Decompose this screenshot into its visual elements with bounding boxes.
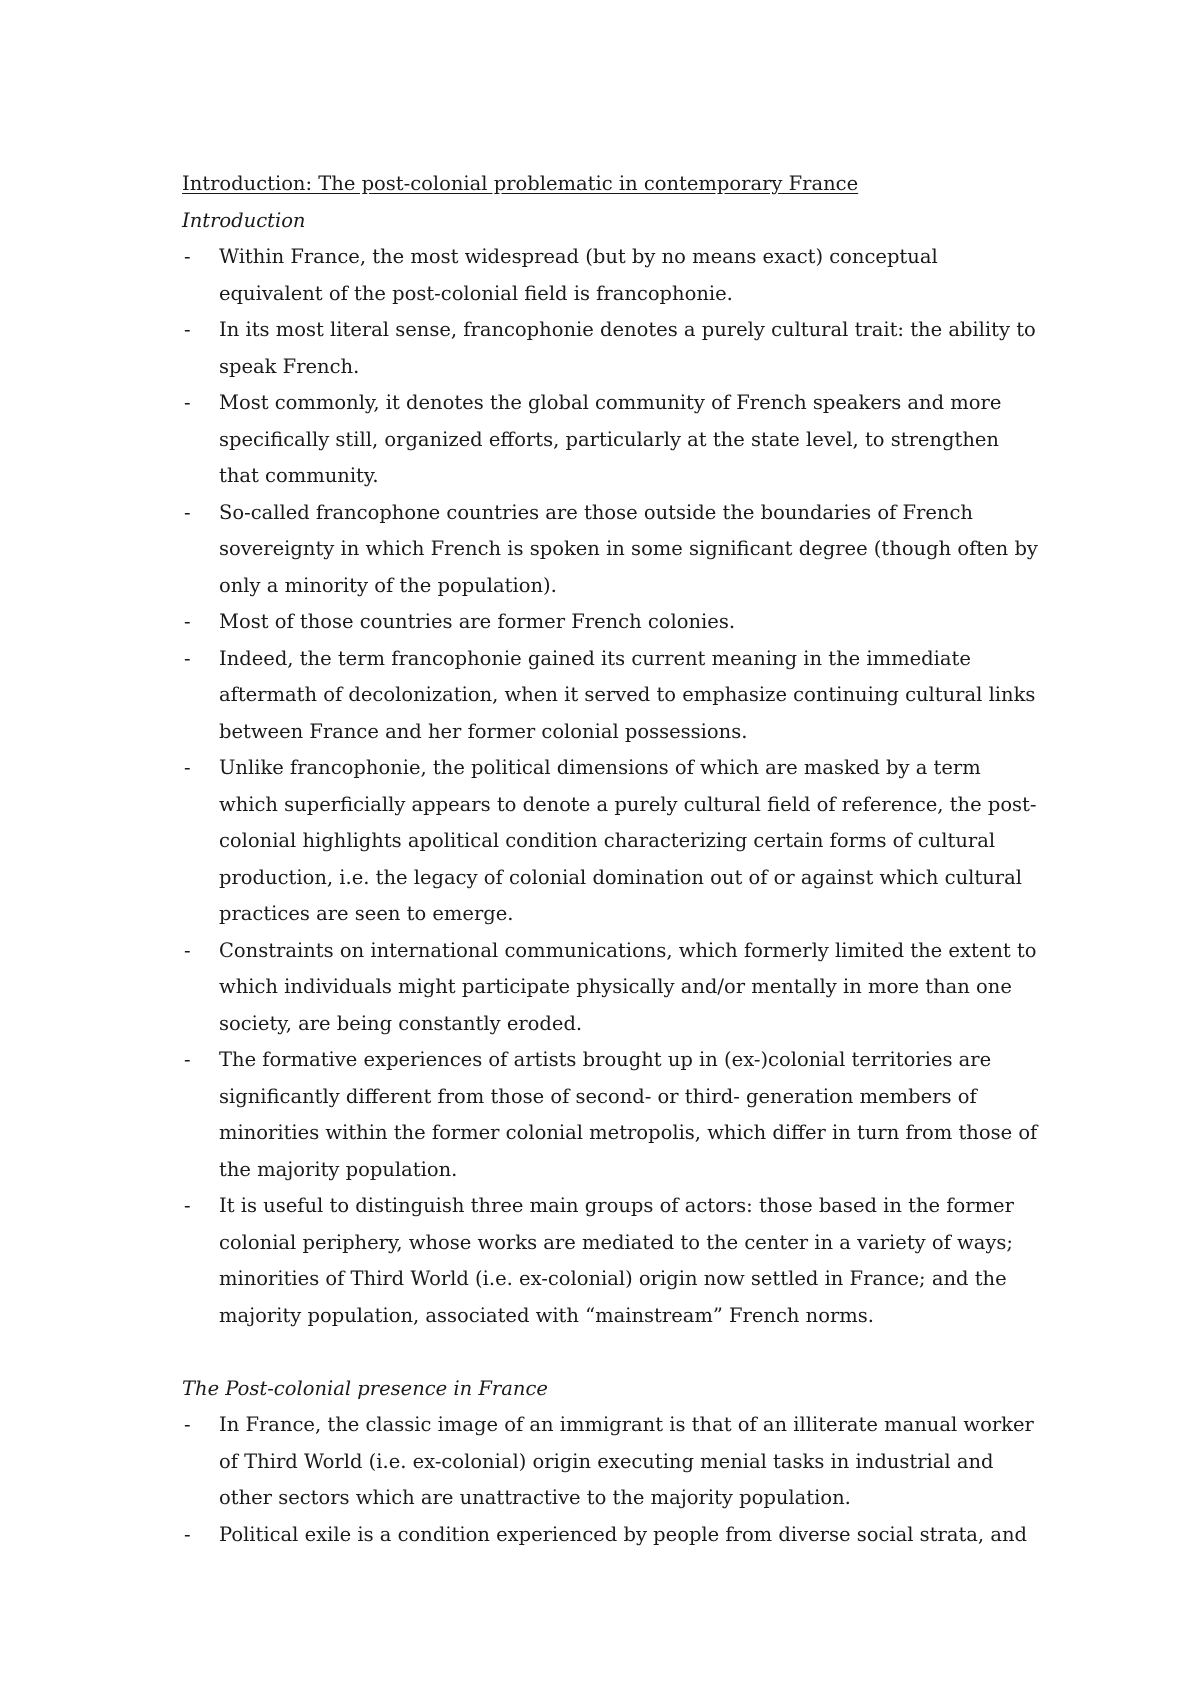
bullet-text: The formative experiences of artists brought up in (ex-)colonial territories are significantly different from those of second- or third- generation members of minorities within the former colonial metropolis, which differ in turn from those of the majority population. [219, 1048, 1038, 1181]
bullet-item [182, 1407, 1042, 1517]
bullet-dash: - [184, 318, 191, 341]
bullet-item [182, 239, 1042, 312]
bullet-item [182, 1517, 1042, 1554]
bullet-text: It is useful to distinguish three main groups of actors: those based in the former colonial periphery, whose works are mediated to the center in a variety of ways; minorities of Third World (i.e. ex-colonial) origin now settled in France; and the majority population, associated with “mainstream” French norms. [219, 1194, 1014, 1327]
bullet-item [182, 604, 1042, 641]
bullet-dash: - [184, 610, 191, 633]
bullet-text: Political exile is a condition experienced by people from diverse social strata, and [219, 1522, 1027, 1546]
bullet-item [182, 750, 1042, 933]
bullet-text: Most of those countries are former French colonies. [219, 610, 736, 633]
bullet-item [182, 641, 1042, 751]
bullet-item [182, 495, 1042, 605]
bullet-dash: - [184, 1048, 191, 1071]
bullet-dash: - [184, 756, 191, 779]
bullet-dash: - [184, 1522, 191, 1546]
section-heading: The Post-colonial presence in France [182, 1376, 548, 1400]
bullet-dash: - [184, 245, 191, 268]
bullet-text: Constraints on international communications, which formerly limited the extent to which individuals might participate physically and/or mentally in more than one society, are being constantly eroded. [219, 938, 1037, 1035]
bullet-item [182, 312, 1042, 385]
bullet-dash: - [184, 1413, 191, 1436]
bullet-item [182, 1188, 1042, 1334]
bullet-dash: - [184, 1194, 191, 1217]
bullet-dash: - [184, 646, 191, 670]
bullet-text: So-called francophone countries are those outside the boundaries of French sovereignty in which French is spoken in some significant degree (though often by only a minority of the population). [219, 500, 1038, 597]
document-body [182, 203, 1042, 1554]
section-heading: Introduction [182, 208, 306, 232]
section-spacer [182, 1334, 1042, 1371]
bullet-list [182, 239, 1042, 1334]
document-page [182, 166, 1042, 1553]
bullet-dash: - [184, 500, 191, 524]
bullet-text: Indeed, the term francophonie gained its current meaning in the immediate aftermath of decolonization, when it served to emphasize continuing cultural links between France and her former colonial possessions. [219, 646, 1036, 743]
bullet-list [182, 1407, 1042, 1553]
bullet-dash: - [184, 938, 191, 962]
bullet-item [182, 1042, 1042, 1188]
bullet-dash: - [184, 391, 191, 414]
bullet-text: Unlike francophonie, the political dimensions of which are masked by a term which superficially appears to denote a purely cultural field of reference, the post-colonial highlights apolitical condition characterizing certain forms of cultural production, i.e. the legacy of colonial domination out of or against which cultural practices are seen to emerge. [219, 756, 1037, 925]
document-title: Introduction: The post-colonial problematic in contemporary France [182, 172, 859, 195]
bullet-text: In its most literal sense, francophonie denotes a purely cultural trait: the ability to speak French. [219, 318, 1036, 378]
bullet-text: Most commonly, it denotes the global community of French speakers and more specifically still, organized efforts, particularly at the state level, to strengthen that community. [219, 391, 1002, 487]
bullet-text: Within France, the most widespread (but by no means exact) conceptual equivalent of the post-colonial field is francophonie. [219, 245, 938, 305]
bullet-item [182, 385, 1042, 495]
bullet-item [182, 933, 1042, 1043]
bullet-text: In France, the classic image of an immigrant is that of an illiterate manual worker of Third World (i.e. ex-colonial) origin executing menial tasks in industrial and other sectors which are unattractive to the majority population. [219, 1413, 1034, 1509]
